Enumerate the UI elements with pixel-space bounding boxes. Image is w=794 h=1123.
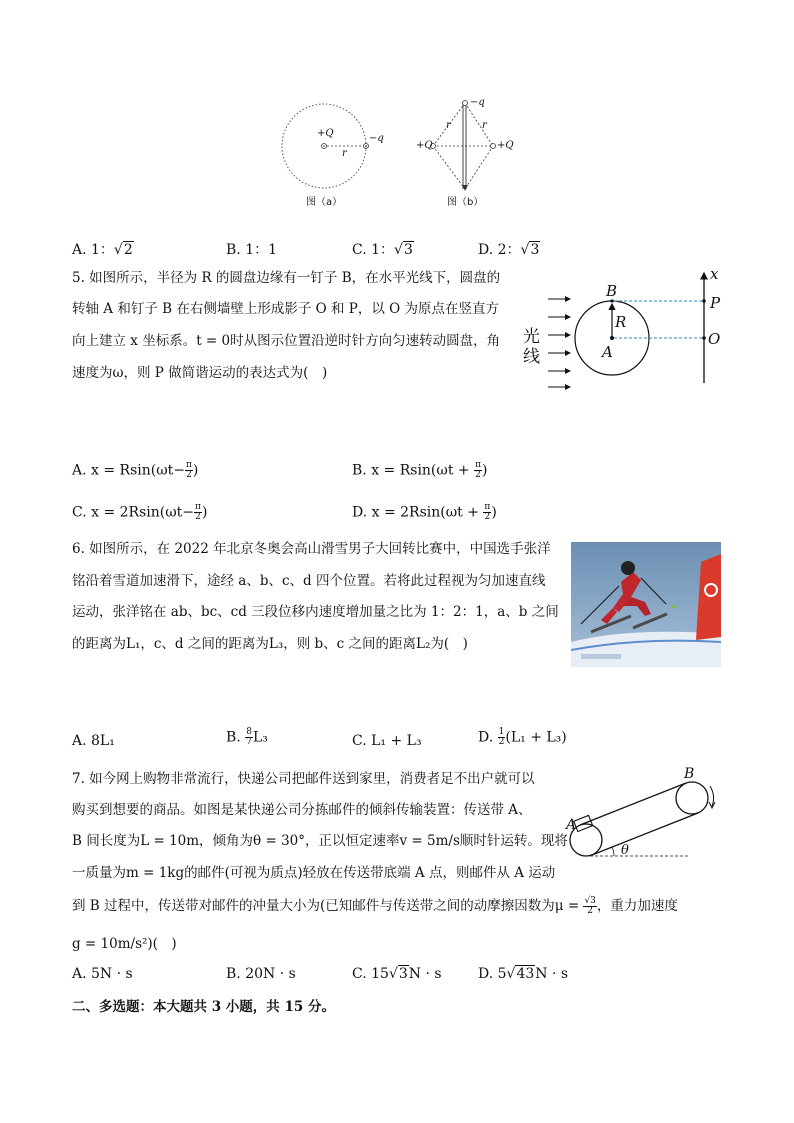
skier-photo <box>571 542 721 667</box>
q7-line-5: 到 B 过程中，传送带对邮件的冲量大小为(已知邮件与传送带之间的动摩擦因数为μ = $\frac{√3}{2}$ ，重力加速度 <box>72 896 678 916</box>
figure-a-r: r <box>342 148 347 159</box>
conveyor-diagram <box>560 768 735 860</box>
figure-b-r-right: r <box>482 120 487 131</box>
q5-option-b: B. x = Rsin(ωt + $\frac{\pi}{2}$ ) <box>352 460 488 480</box>
q4-option-d: D. 2：√3 <box>478 242 540 258</box>
q6-line-1: 6. 如图所示，在 2022 年北京冬奥会高山滑雪男子大回转比赛中，中国选手张洋 <box>72 541 551 557</box>
q5-fig-light: 光 <box>523 327 540 347</box>
q7-option-d: D. 5√43N · s <box>478 966 569 982</box>
q5-option-d: D. x = 2Rsin(ωt + $\frac{\pi}{2}$ ) <box>352 502 497 522</box>
figure-b-r-left: r <box>446 120 451 131</box>
q6-line-2: 铭沿着雪道加速滑下，途经 a、b、c、d 四个位置。若将此过程视为匀加速直线 <box>72 573 546 589</box>
conveyor-label-theta: θ <box>621 843 629 858</box>
q6-option-a: A. 8L₁ <box>72 733 115 749</box>
skier-photo-illustration <box>571 542 721 667</box>
q5-line-1: 5. 如图所示，半径为 R 的圆盘边缘有一钉子 B，在水平光线下，圆盘的 <box>72 270 501 286</box>
q7-option-a: A. 5N · s <box>72 966 133 982</box>
figure-b-q-left: +Q <box>416 140 433 151</box>
q5-fig-R: R <box>615 313 627 331</box>
q5-option-a: A. x = Rsin(ωt− $\frac{\pi}{2}$ ) <box>72 460 199 480</box>
q5-fig-line: 线 <box>523 347 540 367</box>
q6-option-d: D. $\frac{1}{2}$ (L₁ + L₃) <box>478 727 567 747</box>
conveyor-label-A: A <box>566 817 577 833</box>
conveyor-label-B: B <box>684 766 695 782</box>
figure-a-q-pos: +Q <box>317 128 334 139</box>
q4-option-b: B. 1：1 <box>226 242 278 258</box>
q4-option-a: A. 1：√2 <box>72 242 133 258</box>
q5-fig-P: P <box>710 294 721 312</box>
q5-line-3: 向上建立 x 坐标系。t = 0时从图示位置沿逆时针方向匀速转动圆盘，角 <box>72 333 501 349</box>
section-2-header: 二、多选题：本大题共 3 小题，共 15 分。 <box>72 999 335 1015</box>
q5-fig-A: A <box>602 343 613 361</box>
q7-line-4: 一质量为m = 1kg的邮件(可视为质点)轻放在传送带底端 A 点，则邮件从 A 运动 <box>72 865 556 881</box>
figure-a-q-neg: −q <box>369 133 384 144</box>
q7-option-c: C. 15√3N · s <box>352 966 442 982</box>
q6-option-c: C. L₁ + L₃ <box>352 733 422 749</box>
figure-b-q-neg: −q <box>470 97 485 108</box>
q7-line-3: B 间长度为L = 10m，倾角为θ = 30°，正以恒定速率v = 5m/s顺时针运转。现将 <box>72 833 568 849</box>
q5-fig-O: O <box>708 330 721 348</box>
q6-line-4: 的距离为L₁，c、d 之间的距离为L₃，则 b、c 之间的距离L₂为( ) <box>72 636 468 652</box>
q5-line-2: 转轴 A 和钉子 B 在右侧墙壁上形成影子 O 和 P，以 O 为原点在竖直方 <box>72 301 500 317</box>
q6-line-3: 运动，张洋铭在 ab、bc、cd 三段位移内速度增加量之比为 1：2：1，a、b 之间 <box>72 604 559 620</box>
figure-a-caption: 图（a） <box>306 197 343 208</box>
q7-line-2: 购买到想要的商品。如图是某快递公司分拣邮件的倾斜传输装置：传送带 A、 <box>72 802 532 818</box>
q4-option-c: C. 1：√3 <box>352 242 413 258</box>
figure-b-q-right: +Q <box>497 140 514 151</box>
conveyor-figure <box>560 768 735 860</box>
q5-fig-x: x <box>710 265 719 283</box>
q6-option-b: B. $\frac{8}{7}$ L₃ <box>226 727 268 747</box>
q5-line-4: 速度为ω，则 P 做简谐运动的表达式为( ) <box>72 365 328 381</box>
q7-line-1: 7. 如今网上购物非常流行，快递公司把邮件送到家里，消费者足不出户就可以 <box>72 771 535 787</box>
q5-option-c: C. x = 2Rsin(ωt− $\frac{\pi}{2}$ ) <box>72 502 208 522</box>
q5-fig-B: B <box>606 282 618 300</box>
q7-option-b: B. 20N · s <box>226 966 296 982</box>
figure-b-caption: 图（b） <box>447 197 484 208</box>
q7-line-6: g = 10m/s²)( ) <box>72 936 177 952</box>
